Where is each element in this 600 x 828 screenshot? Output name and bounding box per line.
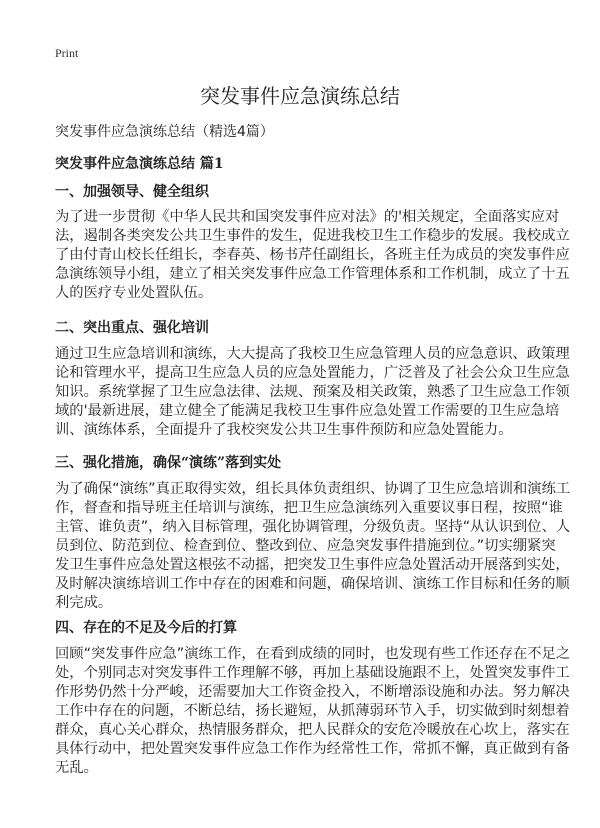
text-line: 人的医疗专业处置队伍。: [55, 285, 213, 301]
text-line: 域的'最新进展，建立健全了能满足我校卫生事件应急处置工作需要的卫生应急培: [55, 403, 560, 419]
text-line: 回顾“突发事件应急”演练工作，在看到成绩的同时，也发现有些工作还存在不足之: [55, 646, 571, 662]
document-title: 突发事件应急演练总结: [200, 84, 400, 108]
text-line: 训、演练体系，全面提升了我校突发公共卫生事件预防和应急处置能力。: [55, 422, 513, 438]
print-link[interactable]: Print: [55, 46, 79, 60]
text-line: 急演练领导小组，建立了相关突发事件应急工作管理体系和工作机制，成立了十五: [55, 266, 570, 282]
text-line: 群众，真心关心群众，热情服务群众，把人民群众的安危冷暖放在心坎上，落实在: [55, 722, 570, 738]
section-heading: 一、加强领导、健全组织: [55, 184, 209, 200]
text-line: 了由付青山校长任组长，李春英、杨书芹任副组长，各班主任为成员的突发事件应: [55, 247, 570, 263]
section-paragraph: [55, 345, 570, 440]
section-paragraph: [55, 480, 571, 613]
section-heading: 三、强化措施，确保“演练”落到实处: [55, 455, 282, 471]
text-line: 及时解决演练培训工作中存在的困难和问题，确保培训、演练工作目标和任务的顺: [55, 576, 570, 592]
section-paragraph: [55, 208, 570, 303]
text-line: 为了进一步贯彻《中华人民共和国突发事件应对法》的'相关规定，全面落实应对: [55, 209, 560, 225]
text-line: 发卫生事件应急处置这根弦不动摇，把突发卫生事件应急处置活动开展落到实处，: [55, 557, 570, 573]
text-line: 处，个别同志对突发事件工作理解不够，再加上基础设施跟不上，处置突发事件工: [55, 665, 570, 681]
section-heading: 二、突出重点、强化培训: [55, 320, 209, 336]
text-line: 主管、谁负责”，纳入目标管理，强化协调管理，分级负责。坚持“从认识到位、人: [55, 519, 571, 535]
text-line: 工作中存在的问题，不断总结，扬长避短，从抓薄弱环节入手，切实做到时刻想着: [55, 703, 570, 719]
text-line: 为了确保“演练”真正取得实效，组长具体负责组织、协调了卫生应急培训和演练工: [55, 481, 571, 497]
document-subtitle: 突发事件应急演练总结（精选4篇）: [55, 124, 274, 140]
text-line: 论和管理水平，提高卫生应急人员的应急处置能力，广泛普及了社会公众卫生应急: [55, 365, 570, 381]
text-line: 作形势仍然十分严峻，还需要加大工作资金投入，不断增添设施和办法。努力解决: [55, 684, 570, 700]
article-heading: 突发事件应急演练总结 篇1: [55, 156, 224, 172]
text-line: 具体行动中，把处置突发事件应急工作作为经常性工作，常抓不懈，真正做到有备: [55, 741, 570, 757]
section-heading: 四、存在的不足及今后的打算: [55, 620, 237, 636]
text-line: 法，遏制各类突发公共卫生事件的发生，促进我校卫生工作稳步的发展。我校成立: [55, 228, 570, 244]
section-paragraph: [55, 645, 571, 778]
text-line: 员到位、防范到位、检查到位、整改到位、应急突发事件措施到位。”切实绷紧突: [55, 538, 556, 554]
text-line: 作，督查和指导班主任培训与演练，把卫生应急演练列入重要议事日程，按照“谁: [55, 500, 563, 516]
text-line: 通过卫生应急培训和演练，大大提高了我校卫生应急管理人员的应急意识、政策理: [55, 346, 570, 362]
text-line: 知识。系统掌握了卫生应急法律、法规、预案及相关政策，熟悉了卫生应急工作领: [55, 384, 570, 400]
text-line: 无乱。: [55, 760, 98, 776]
text-line: 利完成。: [55, 595, 113, 611]
